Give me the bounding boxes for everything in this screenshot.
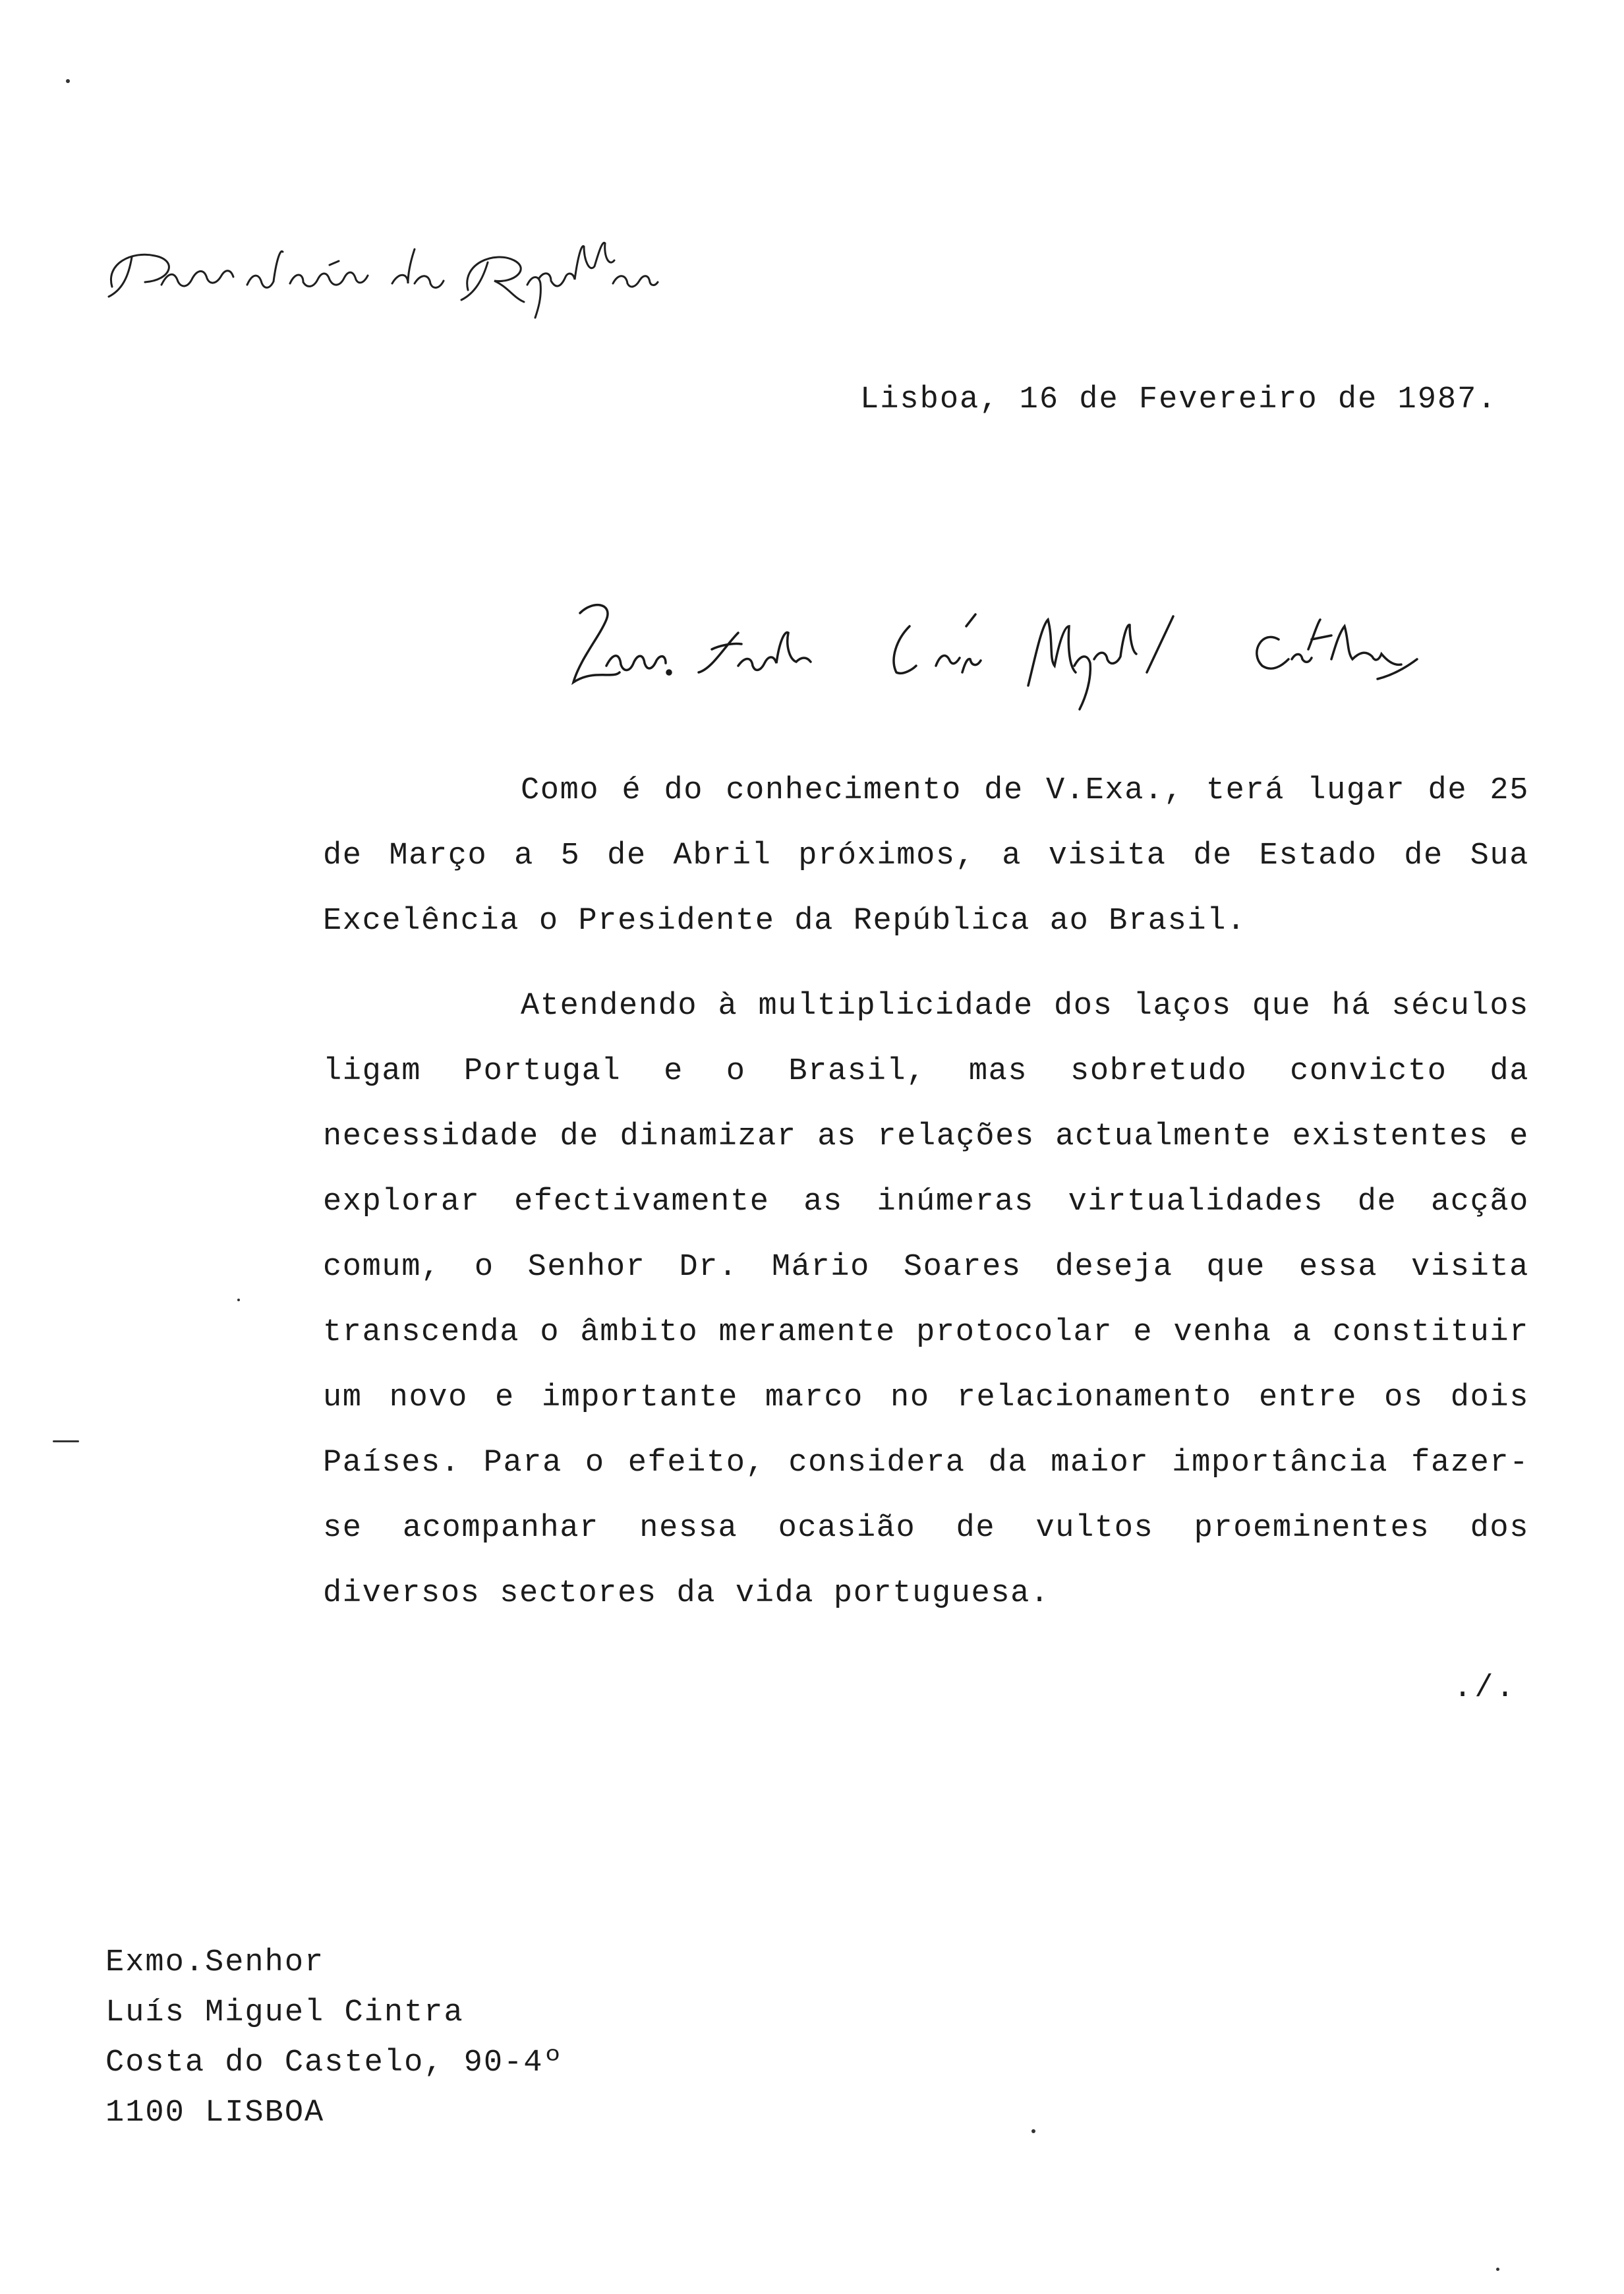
letterhead-logo	[92, 224, 659, 323]
date-line: Lisboa, 16 de Fevereiro de 1987.	[860, 382, 1497, 417]
body-paragraph: Como é do conhecimento de V.Exa., terá lugar de 25 de Março a 5 de Abril próximos, a visita de Estado de Sua Excelência o Presidente da República ao Brasil.	[323, 773, 1529, 939]
body-paragraph: Atendendo à multiplicidade dos laços que há séculos ligam Portugal e o Brasil, mas sobretudo convicto da necessidade de dinamizar as relações actualmente existentes e explorar efectivamente as inúmeras virtualidades de acção comum, o Senhor Dr. Mário Soares deseja que essa visita transcenda o âmbito meramente protocolar e venha a constituir um novo e importante marco no relacionamento entre os dois Países. Para o efeito, considera da maior importância fazer-se acompanhar nessa ocasião de vultos proeminentes dos diversos sectores da vida portuguesa.	[323, 989, 1529, 1611]
address-line: Costa do Castelo, 90-4º	[105, 2045, 564, 2080]
scan-speck	[1496, 2268, 1499, 2271]
scan-speck	[1031, 2129, 1035, 2133]
handwritten-salutation	[527, 587, 1529, 725]
address-line: Exmo.Senhor	[105, 1945, 325, 1980]
recipient-address	[105, 1938, 564, 2138]
address-line: 1100 LISBOA	[105, 2096, 325, 2131]
address-line: Luís Miguel Cintra	[105, 1995, 464, 2030]
scan-speck	[53, 1440, 79, 1442]
continuation-mark: ./.	[1453, 1671, 1517, 1706]
letter-body	[323, 758, 1529, 1626]
scan-speck	[237, 1299, 240, 1301]
scan-speck	[66, 79, 70, 83]
